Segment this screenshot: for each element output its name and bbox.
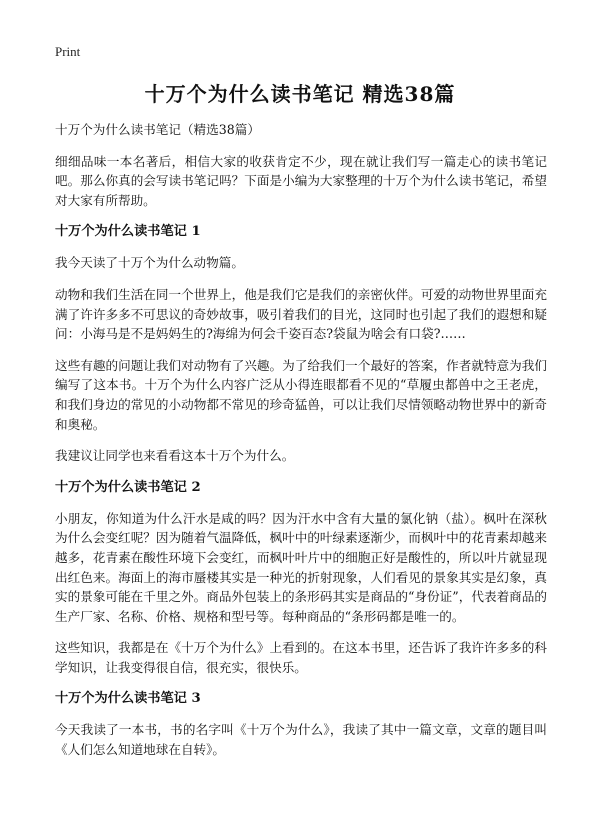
section-1-paragraph-1: 我今天读了十万个为什么动物篇。 (55, 255, 244, 271)
page-title: 十万个为什么读书笔记 精选38篇 (144, 82, 456, 106)
section-2-heading: 十万个为什么读书笔记 2 (55, 479, 201, 495)
section-1-paragraph-4: 我建议让同学也来看看这本十万个为什么。 (55, 448, 295, 464)
section-1-paragraph-3: 这些有趣的问题让我们对动物有了兴趣。为了给我们一个最好的答案，作者就特意为我们编写了这本书。十万个为什么内容广泛从小得连眼都看不见的“草履虫都兽中之王老虎，和我们身边的常见的小动物都不常见的珍奇猛兽，可以让我们尽情领略动物世界中的新奇和奥秘。 (55, 357, 547, 432)
article-subtitle: 十万个为什么读书笔记（精选38篇） (55, 122, 260, 137)
intro-paragraph: 细细品味一本名著后，相信大家的收获肯定不少，现在就让我们写一篇走心的读书笔记吧。那么你真的会写读书笔记吗？下面是小编为大家整理的十万个为什么读书笔记，希望对大家有所帮助。 (55, 153, 547, 208)
article-body (55, 120, 547, 772)
section-2-paragraph-1: 小朋友，你知道为什么汗水是咸的吗？因为汗水中含有大量的氯化钠（盐）。枫叶在深秋为什么会变红呢？因为随着气温降低，枫叶中的叶绿素逐渐少，而枫叶中的花青素却越来越多，花青素在酸性环境下会变红，而枫叶叶片中的细胞正好是酸性的，所以叶片就显现出红色来。海面上的海市蜃楼其实是一种光的折射现象，人们看见的景象其实是幻象，真实的景象可能在千里之外。商品外包装上的条形码其实是商品的“身份证”，代表着商品的生产厂家、名称、价格、规格和型号等。每种商品的“条形码都是唯一的。 (55, 510, 547, 624)
section-3-paragraph-1: 今天我读了一本书，书的名字叫《十万个为什么》，我读了其中一篇文章，文章的题目叫《人们怎么知道地球在自转》。 (55, 722, 547, 758)
print-link[interactable]: Print (55, 44, 81, 59)
section-1-heading: 十万个为什么读书笔记 1 (55, 224, 201, 240)
section-1-paragraph-2: 动物和我们生活在同一个世界上，他是我们它是我们的亲密伙伴。可爱的动物世界里面充满了许许多多不可思议的奇妙故事，吸引着我们的目光，这同时也引起了我们的遐想和疑问：小海马是不是妈妈生的?海绵为何会千姿百态?袋鼠为啥会有口袋?…… (55, 286, 547, 342)
section-3-heading: 十万个为什么读书笔记 3 (55, 691, 201, 707)
section-2-paragraph-2: 这些知识，我都是在《十万个为什么》上看到的。在这本书里，还告诉了我许许多多的科学知识，让我变得很自信，很充实，很快乐。 (55, 640, 547, 675)
